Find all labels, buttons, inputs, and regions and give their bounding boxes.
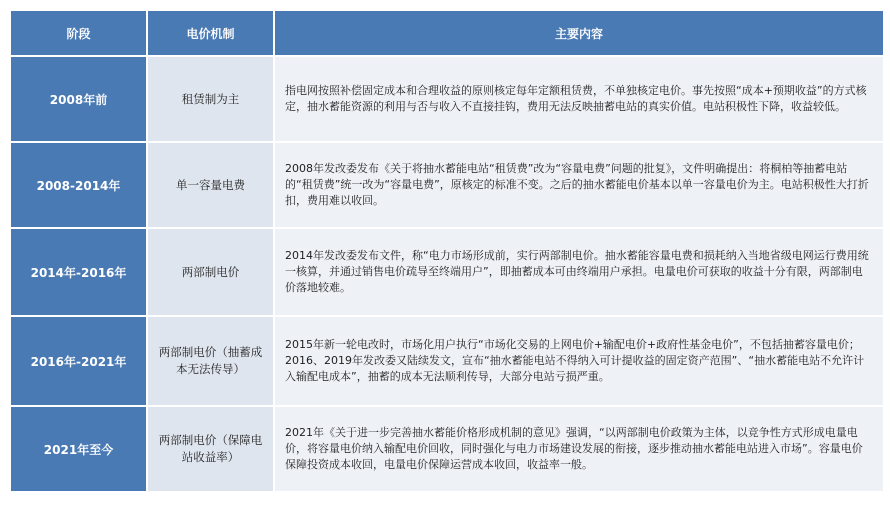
mechanism-cell: 单一容量电费 bbox=[147, 142, 274, 228]
table-row bbox=[10, 316, 884, 406]
header-content: 主要内容 bbox=[274, 10, 884, 56]
content-cell: 2008年发改委发布《关于将抽水蓄能电站“租赁费”改为“容量电费”问题的批复》，文件明确提出：将桐柏等抽蓄电站的“租赁费”统一改为“容量电费”，原核定的标准不变。之后的抽水蓄能电价基本以单一容量电价为主。电站积极性大打折扣，费用难以收回。 bbox=[274, 142, 884, 228]
mechanism-cell: 两部制电价（保障电站收益率） bbox=[147, 406, 274, 492]
stage-cell: 2008-2014年 bbox=[10, 142, 147, 228]
content-cell: 2014年发改委发布文件，称“电力市场形成前，实行两部制电价。抽水蓄能容量电费和损耗纳入当地省级电网运行费用统一核算，并通过销售电价疏导至终端用户”，即抽蓄成本可由终端用户承担。电量电价可获取的收益十分有限，两部制电价落地较难。 bbox=[274, 228, 884, 316]
table-row bbox=[10, 142, 884, 228]
mechanism-cell: 两部制电价（抽蓄成本无法传导） bbox=[147, 316, 274, 406]
header-stage: 阶段 bbox=[10, 10, 147, 56]
price-mechanism-table-container bbox=[9, 9, 883, 521]
header-mechanism: 电价机制 bbox=[147, 10, 274, 56]
content-cell: 指电网按照补偿固定成本和合理收益的原则核定每年定额租赁费，不单独核定电价。事先按照“成本+预期收益”的方式核定，抽水蓄能资源的利用与否与收入不直接挂钩，费用无法反映抽蓄电站的真实价值。电站积极性下降，收益较低。 bbox=[274, 56, 884, 142]
mechanism-cell: 两部制电价 bbox=[147, 228, 274, 316]
stage-cell: 2021年至今 bbox=[10, 406, 147, 492]
content-cell: 2021年《关于进一步完善抽水蓄能价格形成机制的意见》强调，“以两部制电价政策为主体，以竞争性方式形成电量电价，将容量电价纳入输配电价回收，同时强化与电力市场建设发展的衔接，逐步推动抽水蓄能电站进入市场”。容量电价保障投资成本收回，电量电价保障运营成本收回，收益率一般。 bbox=[274, 406, 884, 492]
stage-cell: 2008年前 bbox=[10, 56, 147, 142]
table-header-row bbox=[10, 10, 884, 56]
stage-cell: 2014年-2016年 bbox=[10, 228, 147, 316]
table-row bbox=[10, 406, 884, 492]
table-row bbox=[10, 56, 884, 142]
mechanism-cell: 租赁制为主 bbox=[147, 56, 274, 142]
stage-cell: 2016年-2021年 bbox=[10, 316, 147, 406]
table-row bbox=[10, 228, 884, 316]
content-cell: 2015年新一轮电改时，市场化用户执行“市场化交易的上网电价+输配电价+政府性基金电价”，不包括抽蓄容量电价；2016、2019年发改委又陆续发文，宣布“抽水蓄能电站不得纳入可计提收益的固定资产范围”、“抽水蓄能电站不允许计入输配电成本”，抽蓄的成本无法顺利传导，大部分电站亏损严重。 bbox=[274, 316, 884, 406]
price-mechanism-table bbox=[9, 9, 885, 493]
